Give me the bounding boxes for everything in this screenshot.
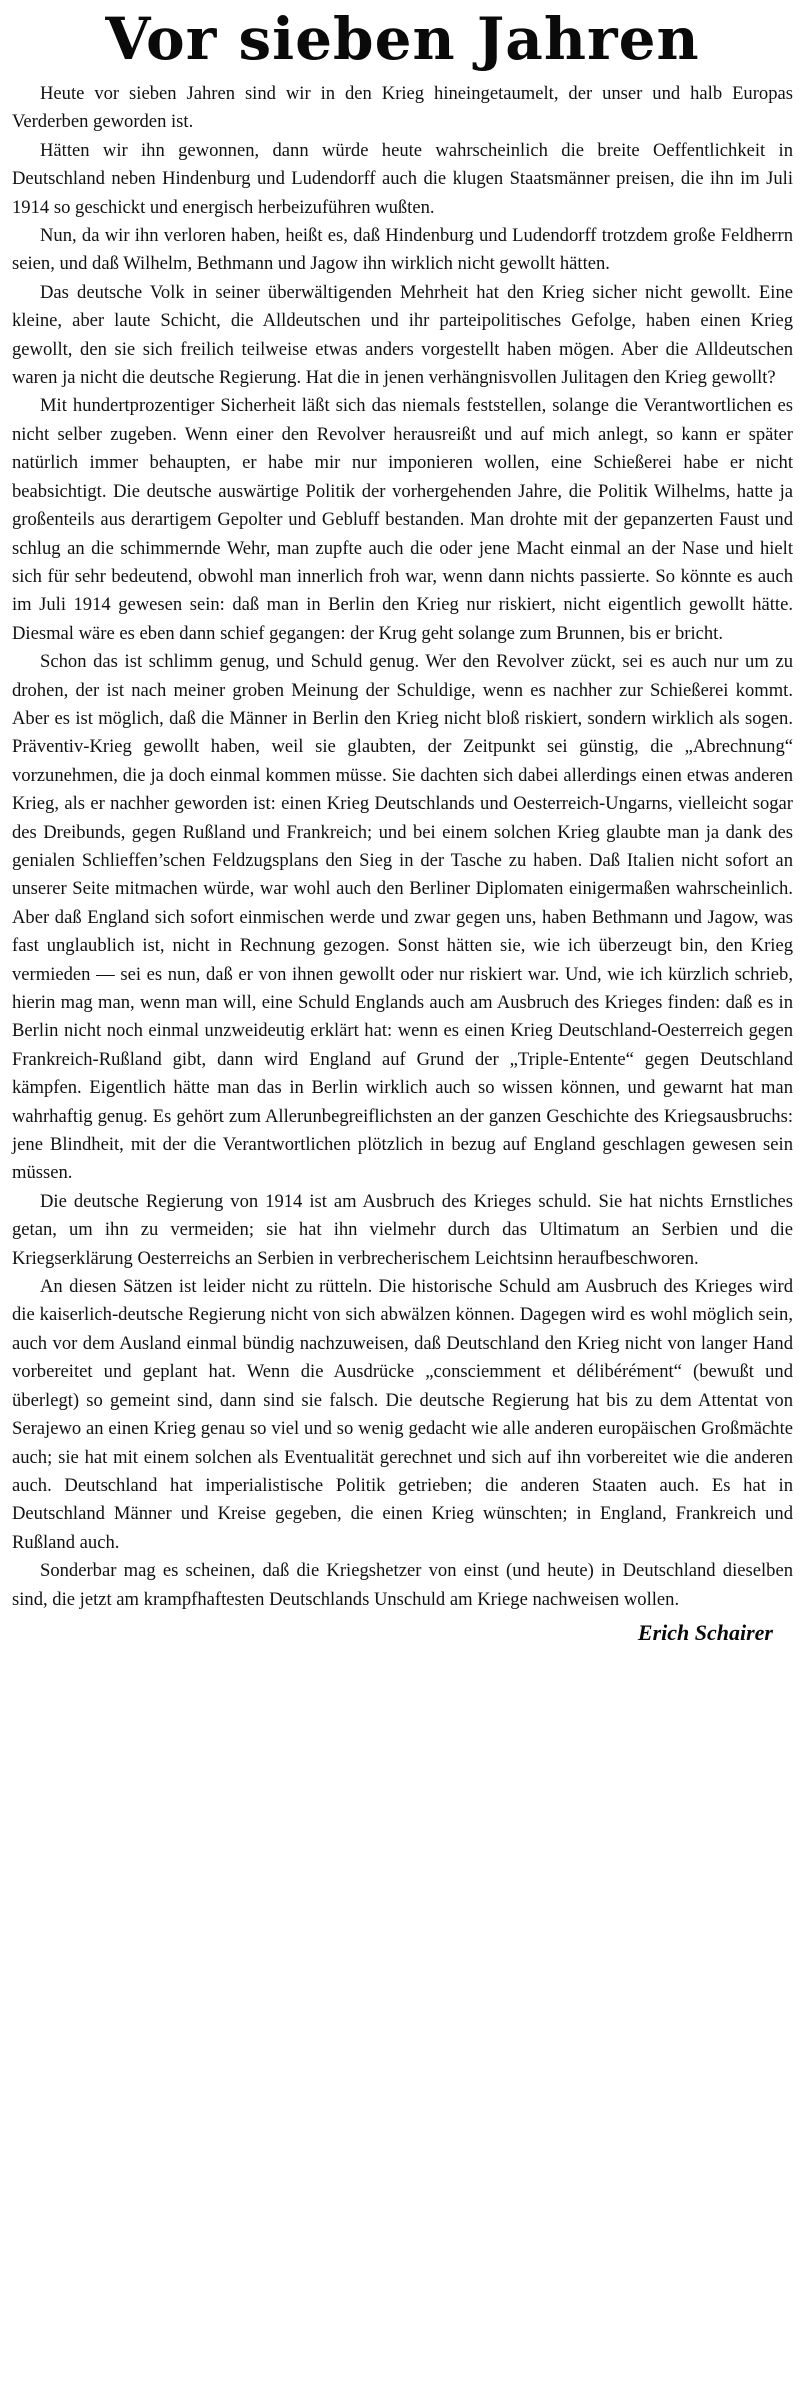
paragraph: Die deutsche Regierung von 1914 ist am Ausbruch des Krieges schuld. Sie hat nichts Ernstliches getan, um ihn zu vermeiden; sie hat ihn vielmehr durch das Ultimatum an Serbien und die Kriegserklärung Oesterreichs an Serbien in verbrecherischem Leichtsinn heraufbeschworen.: [12, 1190, 793, 1269]
article-headline: Vor sieben Jahren: [105, 5, 700, 73]
paragraph: Sonderbar mag es scheinen, daß die Kriegshetzer von einst (und heute) in Deutschland dieselben sind, die jetzt am krampfhaftesten Deutschlands Unschuld am Kriege nachweisen wollen.: [12, 1560, 793, 1610]
paragraph: Das deutsche Volk in seiner überwältigenden Mehrheit hat den Krieg sicher nicht gewollt. Eine kleine, aber laute Schicht, die Alldeutschen und ihr parteipolitisches Gefolge, haben einen Krieg gewollt, den sie sich freilich teilweise etwas anders vorgestellt haben mögen. Aber die Alldeutschen waren ja nicht die deutsche Regierung. Hat die in jenen verhängnisvollen Julitagen den Krieg gewollt?: [12, 281, 793, 389]
paragraph: Nun, da wir ihn verloren haben, heißt es, daß Hindenburg und Ludendorff trotzdem große Feldherrn seien, und daß Wilhelm, Bethmann und Jagow ihn wirklich nicht gewollt hätten.: [12, 225, 793, 275]
article-body: [12, 80, 793, 1614]
paragraph: Mit hundertprozentiger Sicherheit läßt sich das niemals feststellen, solange die Verantwortlichen es nicht selber zugeben. Wenn einer den Revolver herausreißt und auf mich anlegt, so kann er später natürlich immer behaupten, er habe mir nur imponieren wollen, eine Schießerei habe er nicht beabsichtigt. Die deutsche auswärtige Politik der vorhergehenden Jahre, die Politik Wilhelms, hatte ja großenteils aus derartigem Gepolter und Gebluff bestanden. Man drohte mit der gepanzerten Faust und schlug an die schimmernde Wehr, man zupfte auch die oder jene Macht einmal an der Nase und hielt sich für sehr bedeutend, obwohl man innerlich froh war, wenn dann nichts passierte. So könnte es auch im Juli 1914 gewesen sein: daß man in Berlin den Krieg nur riskiert, nicht eigentlich gewollt hätte. Diesmal wäre es eben dann schief gegangen: der Krug geht solange zum Brunnen, bis er bricht.: [12, 395, 793, 644]
paragraph: Hätten wir ihn gewonnen, dann würde heute wahrscheinlich die breite Oeffentlichkeit in Deutschland neben Hindenburg und Ludendorff auch die klugen Staatsmänner preisen, die ihn im Juli 1914 so geschickt und energisch herbeizuführen wußten.: [12, 139, 793, 218]
paragraph: Schon das ist schlimm genug, und Schuld genug. Wer den Revolver zückt, sei es auch nur um zu drohen, der ist nach meiner groben Meinung der Schuldige, wenn es nachher zur Schießerei kommt. Aber es ist möglich, daß die Männer in Berlin den Krieg nicht bloß riskiert, sondern wirklich als sogen. Präventiv-Krieg gewollt haben, weil sie glaubten, der Zeitpunkt sei günstig, die „Abrechnung“ vorzunehmen, die ja doch einmal kommen müsse. Sie dachten sich dabei allerdings einen etwas anderen Krieg, als er nachher geworden ist: einen Krieg Deutschlands und Oesterreich-Ungarns, vielleicht sogar des Dreibunds, gegen Rußland und Frankreich; und bei einem solchen Krieg glaubte man ja dank des genialen Schlieffen’schen Feldzugsplans den Sieg in der Tasche zu haben. Daß Italien nicht sofort an unserer Seite mitmachen würde, war wohl auch den Berliner Diplomaten einigermaßen wahrscheinlich. Aber daß England sich sofort einmischen werde und zwar gegen uns, haben Bethmann und Jagow, was fast unglaublich ist, nicht in Rechnung gezogen. Sonst hätten sie, wie ich überzeugt bin, den Krieg vermieden — sei es nun, daß er von ihnen gewollt oder nur riskiert war. Und, wie ich kürzlich schrieb, hierin mag man, wenn man will, eine Schuld Englands auch am Ausbruch des Krieges finden: daß es in Berlin nicht noch einmal unzweideutig erklärt hat: wenn es einen Krieg Deutschland-Oesterreich gegen Frankreich-Rußland gibt, dann wird England auf Grund der „Triple-Entente“ gegen Deutschland kämpfen. Eigentlich hätte man das in Berlin wirklich auch so wissen können, und gewarnt hat man wahrhaftig genug. Es gehört zum Allerunbegreiflichsten an der ganzen Geschichte des Kriegsausbruchs: jene Blindheit, mit der die Verantwortlichen plötzlich in bezug auf England geschlagen gewesen sein müssen.: [12, 651, 793, 1184]
author-signature: Erich Schairer: [637, 1619, 773, 1645]
paragraph: An diesen Sätzen ist leider nicht zu rütteln. Die historische Schuld am Ausbruch des Krieges wird die kaiserlich-deutsche Regierung nicht von sich abwälzen können. Dagegen wird es wohl möglich sein, auch vor dem Ausland einmal bündig nachzuweisen, daß Deutschland den Krieg nicht von langer Hand vorbereitet und geplant hat. Wenn die Ausdrücke „consciemment et délibérément“ (bewußt und überlegt) so gemeint sind, dann sind sie falsch. Die deutsche Regierung hat bis zu dem Attentat von Serajewo an einen Krieg genau so viel und so wenig gedacht wie alle anderen europäischen Großmächte auch; sie hat mit einem solchen als Eventualität gerechnet und sich auf ihn vorbereitet wie die anderen auch. Deutschland hat imperialistische Politik getrieben; die anderen Staaten auch. Es hat in Deutschland Männer und Kreise gegeben, die einen Krieg wünschten; in England, Frankreich und Rußland auch.: [12, 1276, 793, 1553]
paragraph: Heute vor sieben Jahren sind wir in den Krieg hineingetaumelt, der unser und halb Europas Verderben geworden ist.: [12, 83, 793, 133]
